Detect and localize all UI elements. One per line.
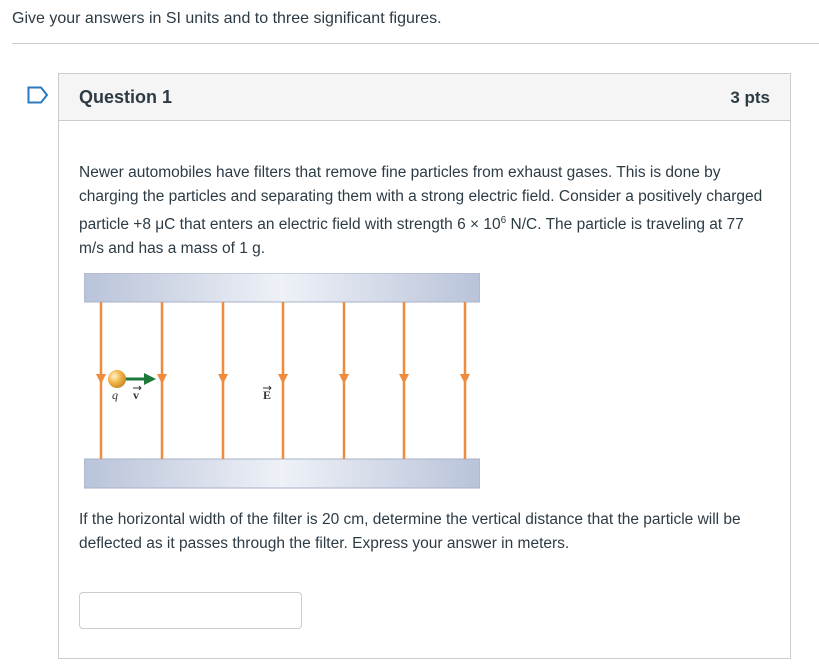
question-text-part1: Newer automobiles have filters that remove fine particles from exhaust gases. This is done by charging the particles and separating them with a strong electric field. Consider a positively charged particle +8 μC that enters an electric field with strength (79, 164, 763, 234)
field-mantissa: 6 (457, 216, 466, 234)
field-line-arrowhead (278, 374, 288, 384)
speed-value: 77 m/s (79, 216, 744, 258)
field-base: 10 (483, 216, 501, 234)
followup-text: If the horizontal width of the filter is 20 cm, determine the vertical distance that the particle will be deflected as it passes through the filter. Express your answer in meters. (79, 511, 741, 552)
field-line-arrowhead (460, 374, 470, 384)
question-points: 3 pts (730, 88, 770, 107)
field-exponent: 6 (500, 215, 507, 226)
top-plate (84, 273, 480, 302)
question-text (79, 161, 769, 261)
charge-label: q (112, 388, 118, 402)
instructions: Give your answers in SI units and to three significant figures. (12, 10, 442, 27)
velocity-arrow (124, 373, 156, 385)
field-label: E (263, 388, 272, 402)
question-header (59, 74, 790, 121)
field-unit-text: N/C. The particle is traveling at (506, 216, 727, 234)
field-line-arrowhead (399, 374, 409, 384)
question-title: Question 1 (79, 87, 173, 107)
field-line-arrowhead (157, 374, 167, 384)
bookmark-flag-icon[interactable] (27, 86, 49, 104)
field-line-arrowhead (96, 374, 106, 384)
electric-field-diagram (84, 273, 480, 489)
velocity-label: v (133, 388, 139, 402)
question-text-part2: and has a mass of 1 g. (103, 240, 266, 258)
field-line-arrowhead (218, 374, 228, 384)
field-times: × (470, 216, 480, 234)
question-card (58, 73, 791, 659)
bottom-plate (84, 459, 480, 488)
top-divider (12, 43, 819, 44)
answer-input[interactable] (79, 592, 302, 629)
field-line-arrowhead (339, 374, 349, 384)
charged-particle (108, 370, 126, 388)
